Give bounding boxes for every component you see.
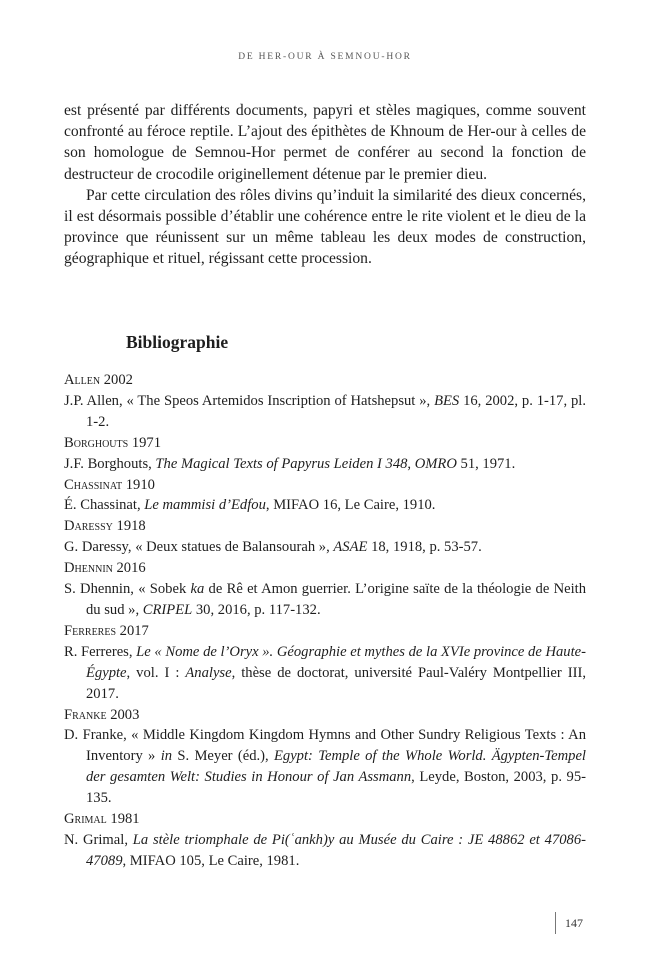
bibliography-reference: J.F. Borghouts, The Magical Texts of Papyrus Leiden I 348, OMRO 51, 1971. <box>64 455 516 472</box>
bibliography-reference: D. Franke, « Middle Kingdom Kingdom Hymns and Other Sundry Religious Texts : An Inventory » in S. Meyer (éd.), Egypt: Temple of the Whole World. Ägypten-Tempel der gesamten Welt: Studies in Honour of Jan Assmann, Leyde, Boston, 2003, p. 95-135. <box>64 727 586 807</box>
bibliography-reference: N. Grimal, La stèle triomphale de Pi(ʿankh)y au Musée du Caire : JE 48862 et 47086-47089, MIFAO 105, Le Caire, 1981. <box>64 831 586 869</box>
bibliography-key: Franke 2003 <box>64 706 140 723</box>
bibliography-list <box>64 370 586 872</box>
bibliography-key: Borghouts 1971 <box>64 434 162 451</box>
bibliography-reference: É. Chassinat, Le mammisi d’Edfou, MIFAO 16, Le Caire, 1910. <box>64 497 436 514</box>
bibliography-reference: J.P. Allen, « The Speos Artemidos Inscription of Hatshepsut », BES 16, 2002, p. 1-17, pl. 1-2. <box>64 392 586 430</box>
bibliography-reference: G. Daressy, « Deux statues de Balansourah », ASAE 18, 1918, p. 53-57. <box>64 539 482 556</box>
bibliography-key: Grimal 1981 <box>64 811 140 828</box>
bibliography-key: Daressy 1918 <box>64 518 146 535</box>
bibliography-key: Allen 2002 <box>64 372 133 388</box>
paragraph: est présenté par différents documents, papyri et stèles magiques, comme souvent confronté au féroce reptile. L’ajout des épithètes de Khnoum de Her-our à celles de son homologue de Semnou-Hor permet de conférer au second la fonction de destructeur de crocodile originellement détenue par le premier dieu. <box>64 102 586 183</box>
page-number: 147 <box>555 912 583 934</box>
bibliography-key: Dhennin 2016 <box>64 560 146 577</box>
bibliography-reference: R. Ferreres, Le « Nome de l’Oryx ». Géographie et mythes de la XVIe province de Haute-Égypte, vol. I : Analyse, thèse de doctorat, université Paul-Valéry Montpellier III, 2017. <box>64 643 586 702</box>
running-head: DE HER-OUR À SEMNOU-HOR <box>238 52 412 62</box>
bibliography-reference: S. Dhennin, « Sobek ka de Rê et Amon guerrier. L’origine saïte de la théologie de Neith du sud », CRIPEL 30, 2016, p. 117-132. <box>64 581 587 618</box>
bibliography-heading: Bibliographie <box>126 332 229 352</box>
bibliography-key: Chassinat 1910 <box>64 476 155 493</box>
body-text <box>64 100 586 270</box>
paragraph: Par cette circulation des rôles divins qu’induit la similarité des dieux concernés, il est désormais possible d’établir une cohérence entre le rite violent et le dieu de la province que réunissent sur un même tableau les deux modes de construction, géographique et rituel, régissant cette procession. <box>64 186 586 268</box>
bibliography-key: Ferreres 2017 <box>64 622 149 639</box>
